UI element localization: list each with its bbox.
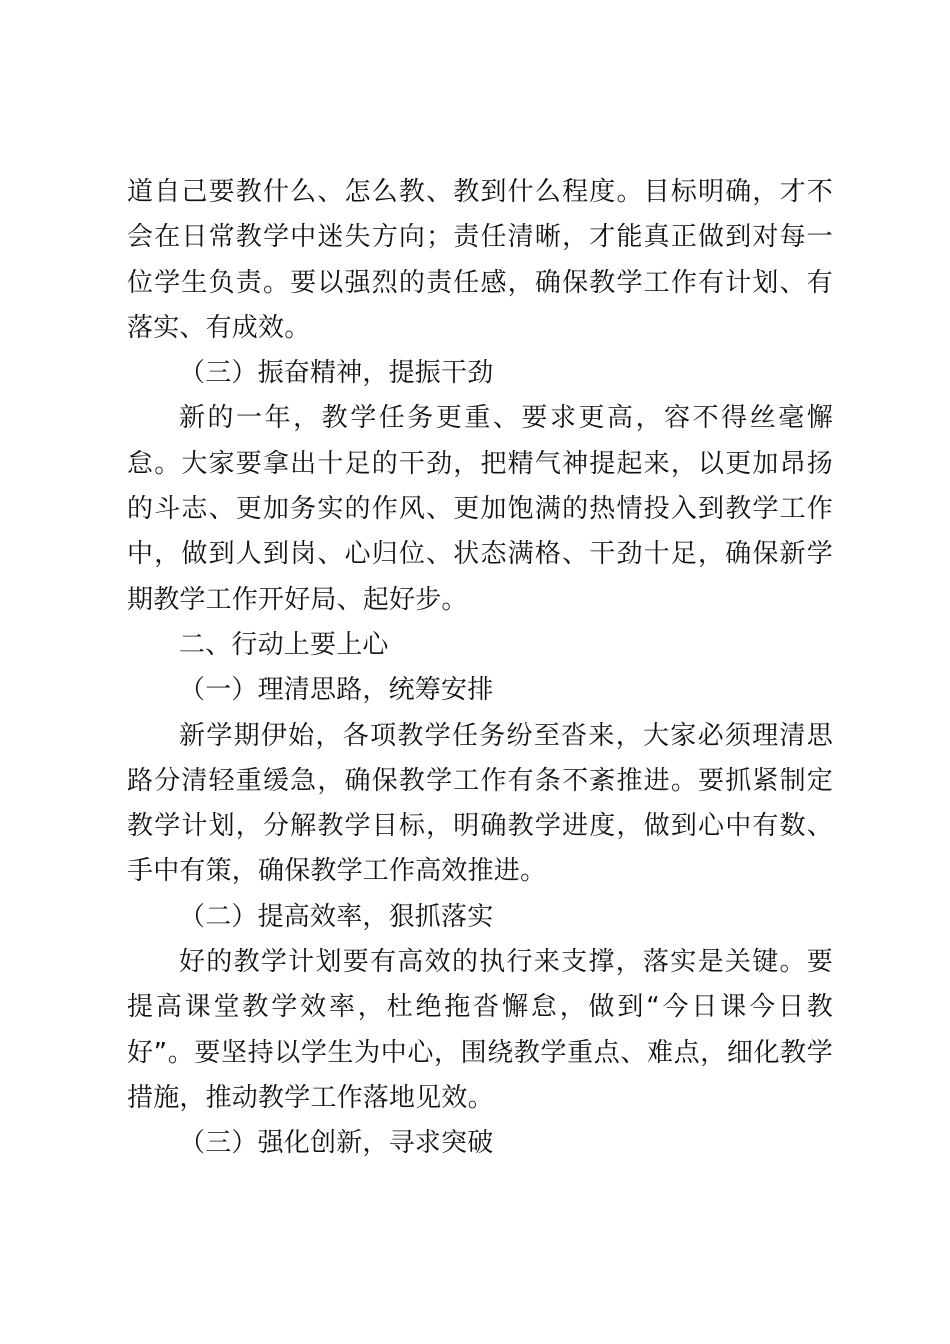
heading-clarify-thinking: （一）理清思路，统筹安排 [179,675,494,706]
paragraph-new-semester-plan: 新学期伊始，各项教学任务纷至沓来，大家必须理清思路分清轻重缓急，确保教学工作有条不紊推进。要抓紧制定教学计划，分解教学目标，明确教学进度，做到心中有数、手中有策，确保教学工作高效推进。 [127,720,833,887]
heading-section-two-action: 二、行动上要上心 [179,629,389,660]
paragraph-execution: 好的教学计划要有高效的执行来支撑，落实是关键。要提高课堂教学效率，杜绝拖沓懈怠，做到“今日课今日教好”。要坚持以学生为中心，围绕教学重点、难点，细化教学措施，推动教学工作落地见效。 [127,947,833,1113]
heading-boost-spirit: （三）振奋精神，提振干劲 [179,358,494,389]
document-body [127,170,833,1167]
paragraph-new-year-energy: 新的一年，教学任务更重、要求更高，容不得丝毫懈怠。大家要拿出十足的干劲，把精气神提起来，以更加昂扬的斗志、更加务实的作风、更加饱满的热情投入到教学工作中，做到人到岗、心归位、状态满格、干劲十足，确保新学期教学工作开好局、起好步。 [127,403,833,615]
paragraph-goal-responsibility: 道自己要教什么、怎么教、教到什么程度。目标明确，才不会在日常教学中迷失方向；责任清晰，才能真正做到对每一位学生负责。要以强烈的责任感，确保教学工作有计划、有落实、有成效。 [127,177,833,343]
heading-improve-efficiency: （二）提高效率，狠抓落实 [179,901,494,932]
heading-strengthen-innovation: （三）强化创新，寻求突破 [179,1128,494,1159]
